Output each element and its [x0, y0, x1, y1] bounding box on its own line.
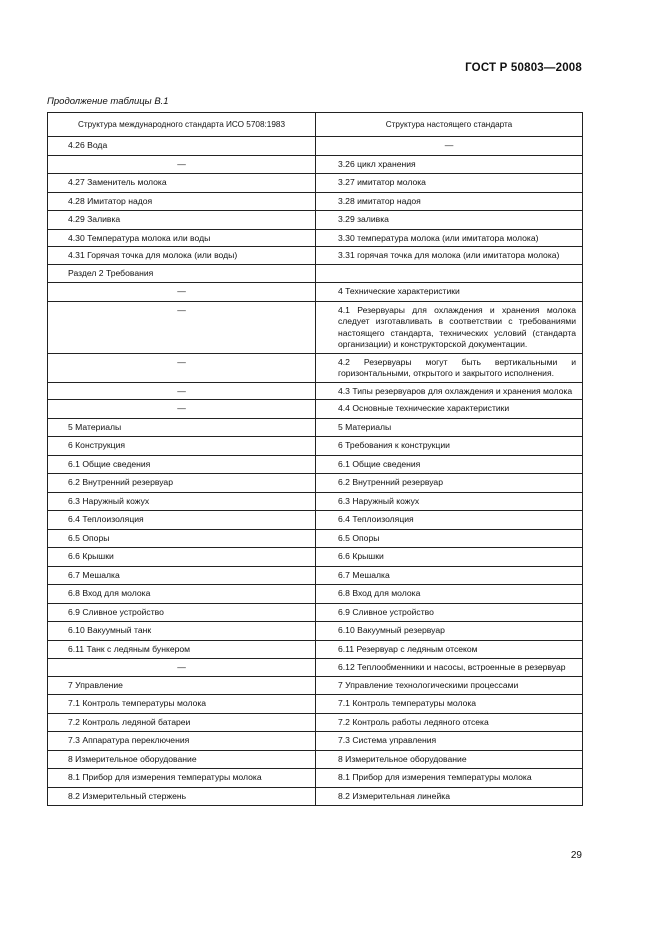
cell-iso-structure: 4.27 Заменитель молока	[48, 174, 316, 193]
table-body	[48, 137, 583, 806]
cell-iso-structure: 6.9 Сливное устройство	[48, 603, 316, 622]
table-row	[48, 283, 583, 302]
table-row	[48, 174, 583, 193]
table-row	[48, 455, 583, 474]
cell-iso-structure: —	[48, 659, 316, 677]
cell-gost-structure: 4.2 Резервуары могут быть вертикальными и горизонтальными, открытого и закрытого исполнения.	[316, 353, 583, 382]
table-row	[48, 585, 583, 604]
table-row	[48, 437, 583, 456]
cell-gost-structure: 8.1 Прибор для измерения температуры молока	[316, 769, 583, 788]
cell-iso-structure: 7.3 Аппаратура переключения	[48, 732, 316, 751]
cell-iso-structure: —	[48, 400, 316, 419]
cell-iso-structure: 4.28 Имитатор надоя	[48, 192, 316, 211]
cell-gost-structure: 6.7 Мешалка	[316, 566, 583, 585]
cell-gost-structure: 3.31 горячая точка для молока (или имитатора молока)	[316, 247, 583, 265]
cell-iso-structure: 6.7 Мешалка	[48, 566, 316, 585]
table-row	[48, 353, 583, 382]
table-row	[48, 511, 583, 530]
table-row	[48, 229, 583, 247]
table-row	[48, 695, 583, 714]
column-header-iso: Структура международного стандарта ИСО 5708:1983	[48, 113, 316, 137]
table-row	[48, 769, 583, 788]
table-header-row	[48, 113, 583, 137]
cell-iso-structure: 6.8 Вход для молока	[48, 585, 316, 604]
cell-gost-structure: 6.5 Опоры	[316, 529, 583, 548]
table-row	[48, 492, 583, 511]
cell-iso-structure: 7.2 Контроль ледяной батареи	[48, 713, 316, 732]
cell-gost-structure: 4.1 Резервуары для охлаждения и хранения молока следует изготавливать в соответствии с требованиями настоящего стандарта, технических условий (стандарта организации) и конструкторской документации.	[316, 301, 583, 353]
table-row	[48, 622, 583, 641]
table-row	[48, 659, 583, 677]
cell-gost-structure: 6.1 Общие сведения	[316, 455, 583, 474]
table-row	[48, 713, 583, 732]
cell-iso-structure: 7.1 Контроль температуры молока	[48, 695, 316, 714]
cell-iso-structure: 8 Измерительное оборудование	[48, 750, 316, 769]
cell-gost-structure: 5 Материалы	[316, 418, 583, 437]
cell-iso-structure: —	[48, 155, 316, 174]
cell-iso-structure: —	[48, 283, 316, 302]
cell-gost-structure: 3.29 заливка	[316, 211, 583, 230]
cell-gost-structure: 3.27 имитатор молока	[316, 174, 583, 193]
table-row	[48, 750, 583, 769]
column-header-gost: Структура настоящего стандарта	[316, 113, 583, 137]
cell-gost-structure: 6.9 Сливное устройство	[316, 603, 583, 622]
cell-gost-structure: —	[316, 137, 583, 156]
cell-iso-structure: —	[48, 382, 316, 400]
cell-iso-structure: —	[48, 301, 316, 353]
cell-gost-structure: 8.2 Измерительная линейка	[316, 787, 583, 806]
cell-iso-structure: —	[48, 353, 316, 382]
cell-iso-structure: 5 Материалы	[48, 418, 316, 437]
cell-iso-structure: 7 Управление	[48, 676, 316, 695]
table-row	[48, 787, 583, 806]
standards-structure-table	[47, 112, 583, 806]
table-row	[48, 382, 583, 400]
table-row	[48, 137, 583, 156]
cell-gost-structure: 6.4 Теплоизоляция	[316, 511, 583, 530]
cell-gost-structure: 6.10 Вакуумный резервуар	[316, 622, 583, 641]
cell-gost-structure: 6.6 Крышки	[316, 548, 583, 567]
table-row	[48, 566, 583, 585]
cell-gost-structure: 6.2 Внутренний резервуар	[316, 474, 583, 493]
cell-gost-structure: 6.3 Наружный кожух	[316, 492, 583, 511]
table-row	[48, 301, 583, 353]
cell-iso-structure: 4.26 Вода	[48, 137, 316, 156]
table-row	[48, 211, 583, 230]
cell-gost-structure: 4.4 Основные технические характеристики	[316, 400, 583, 419]
table-row	[48, 732, 583, 751]
cell-iso-structure: 6.6 Крышки	[48, 548, 316, 567]
cell-iso-structure: 4.30 Температура молока или воды	[48, 229, 316, 247]
cell-gost-structure: 7 Управление технологическими процессами	[316, 676, 583, 695]
cell-iso-structure: 6.4 Теплоизоляция	[48, 511, 316, 530]
cell-iso-structure: 6.10 Вакуумный танк	[48, 622, 316, 641]
cell-gost-structure: 3.30 температура молока (или имитатора молока)	[316, 229, 583, 247]
table-row	[48, 155, 583, 174]
table-row	[48, 418, 583, 437]
table-row	[48, 603, 583, 622]
table-row	[48, 676, 583, 695]
table-row	[48, 529, 583, 548]
cell-gost-structure	[316, 264, 583, 283]
cell-gost-structure: 6.11 Резервуар с ледяным отсеком	[316, 640, 583, 659]
cell-iso-structure: 6.5 Опоры	[48, 529, 316, 548]
cell-iso-structure: 6.3 Наружный кожух	[48, 492, 316, 511]
cell-gost-structure: 4.3 Типы резервуаров для охлаждения и хранения молока	[316, 382, 583, 400]
cell-iso-structure: 4.29 Заливка	[48, 211, 316, 230]
cell-iso-structure: 6 Конструкция	[48, 437, 316, 456]
cell-iso-structure: 6.1 Общие сведения	[48, 455, 316, 474]
table-row	[48, 548, 583, 567]
cell-iso-structure: 8.2 Измерительный стержень	[48, 787, 316, 806]
cell-iso-structure: 6.2 Внутренний резервуар	[48, 474, 316, 493]
cell-gost-structure: 7.1 Контроль температуры молока	[316, 695, 583, 714]
cell-gost-structure: 7.2 Контроль работы ледяного отсека	[316, 713, 583, 732]
table-row	[48, 192, 583, 211]
cell-gost-structure: 6.8 Вход для молока	[316, 585, 583, 604]
cell-gost-structure: 6.12 Теплообменники и насосы, встроенные в резервуар	[316, 659, 583, 677]
table-row	[48, 474, 583, 493]
table-row	[48, 640, 583, 659]
cell-gost-structure: 3.26 цикл хранения	[316, 155, 583, 174]
cell-iso-structure: 4.31 Горячая точка для молока (или воды)	[48, 247, 316, 265]
table-caption: Продолжение таблицы В.1	[47, 96, 169, 107]
table-row	[48, 264, 583, 283]
cell-gost-structure: 6 Требования к конструкции	[316, 437, 583, 456]
cell-iso-structure: 8.1 Прибор для измерения температуры молока	[48, 769, 316, 788]
cell-gost-structure: 3.28 имитатор надоя	[316, 192, 583, 211]
page-number: 29	[570, 850, 582, 861]
cell-gost-structure: 7.3 Система управления	[316, 732, 583, 751]
cell-iso-structure: 6.11 Танк с ледяным бункером	[48, 640, 316, 659]
table-row	[48, 247, 583, 265]
cell-iso-structure: Раздел 2 Требования	[48, 264, 316, 283]
document-code: ГОСТ Р 50803—2008	[465, 62, 582, 74]
cell-gost-structure: 8 Измерительное оборудование	[316, 750, 583, 769]
table-row	[48, 400, 583, 419]
cell-gost-structure: 4 Технические характеристики	[316, 283, 583, 302]
